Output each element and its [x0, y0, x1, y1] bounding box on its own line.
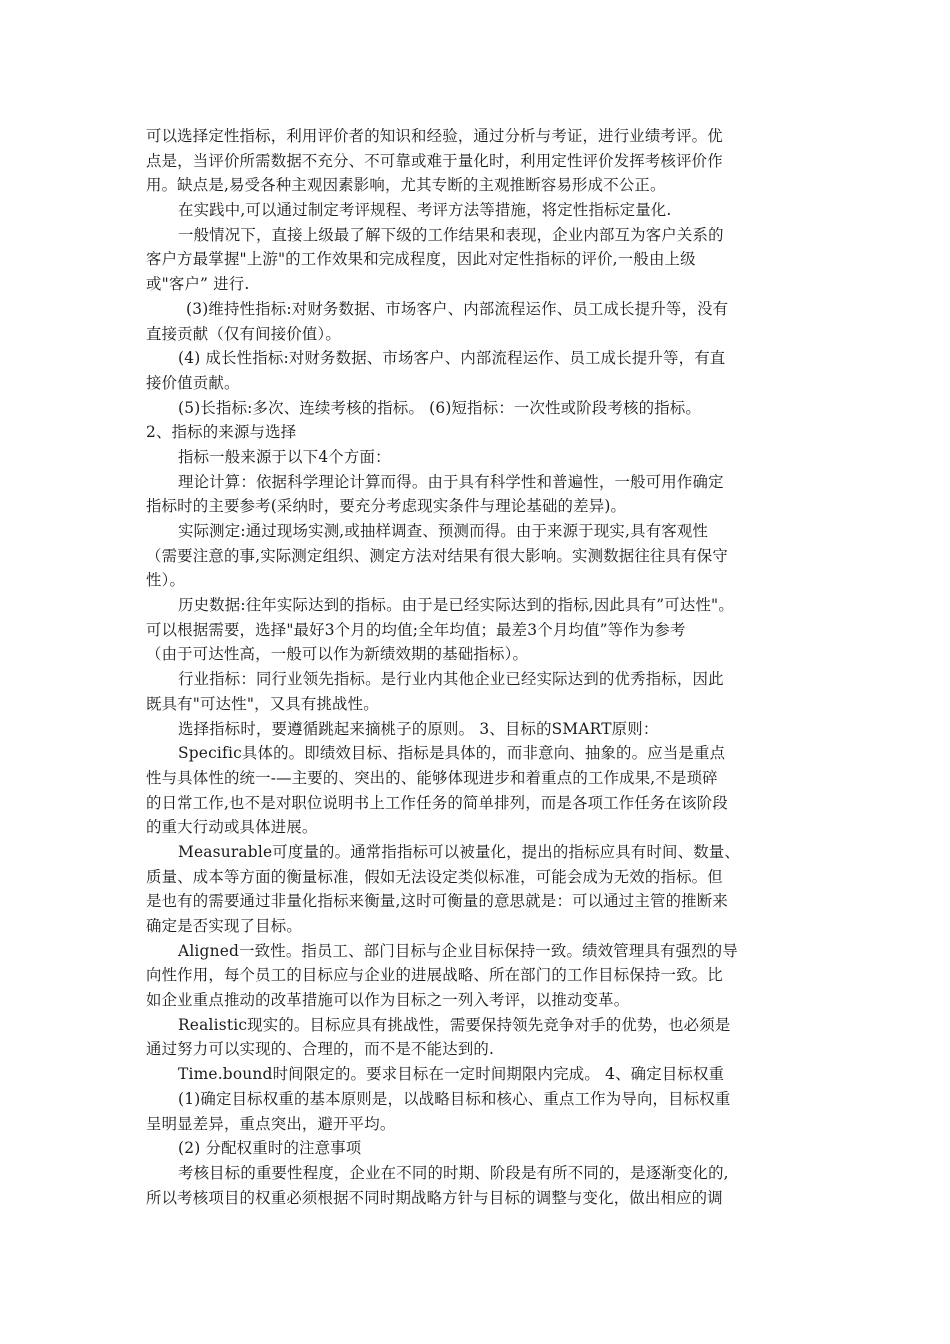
document-body	[146, 124, 810, 1210]
text-line: 质量、成本等方面的衡量标准，假如无法设定类似标准，可能会成为无效的指标。但	[146, 867, 723, 886]
text-line: 行业指标：同行业领先指标。是行业内其他企业已经实际达到的优秀指标，因此	[178, 670, 724, 689]
text-line: 性与具体性的统一-—主要的、突出的、能够体现进步和着重点的工作成果,不是琐碎	[146, 768, 718, 787]
text-line: 性）。	[146, 571, 186, 590]
text-line: 考核目标的重要性程度，企业在不同的时期、阶段是有所不同的，是逐渐变化的,	[178, 1163, 729, 1182]
text-line: Time.bound时间限定的。要求目标在一定时间期限内完成。 4、确定目标权重	[178, 1065, 725, 1084]
text-line: 接价值贡献。	[146, 373, 240, 392]
text-line: 可以根据需要，选择"最好3个月的均值;全年均值；最差3个月均值”等作为参考	[146, 620, 686, 639]
text-line: (5)长指标:多次、连续考核的指标。 (6)短指标：一次性或阶段考核的指标。	[178, 398, 701, 417]
text-line: 或"客户” 进行.	[146, 275, 250, 294]
text-line: (2) 分配权重时的注意事项	[178, 1139, 362, 1158]
text-line: 如企业重点推动的改革措施可以作为目标之一列入考评，以推动变革。	[146, 991, 630, 1010]
text-line: (3)维持性指标:对财务数据、市场客户、内部流程运作、员工成长提升等，没有	[186, 299, 729, 318]
text-line: 通过努力可以实现的、合理的，而不是不能达到的.	[146, 1040, 495, 1059]
text-line: 指标一般来源于以下4个方面：	[178, 447, 391, 466]
text-line: Aligned一致性。指员工、部门目标与企业目标保持一致。绩效管理具有强烈的导	[178, 941, 738, 960]
text-line: (4) 成长性指标:对财务数据、市场客户、内部流程运作、员工成长提升等，有直	[178, 349, 726, 368]
text-line: 所以考核项目的权重必须根据不同时期战略方针与目标的调整与变化，做出相应的调	[146, 1188, 723, 1207]
text-line: 指标时的主要参考(采纳时，要充分考虑现实条件与理论基础的差异)。	[146, 497, 627, 516]
text-line: 呈明显差异，重点突出，避开平均。	[146, 1114, 396, 1133]
text-line: Measurable可度量的。通常指指标可以被量化，提出的指标应具有时间、数量、	[178, 842, 740, 861]
text-line: （由于可达性高，一般可以作为新绩效期的基础指标）。	[146, 645, 529, 664]
text-line: Realistic现实的。目标应具有挑战性，需要保持领先竞争对手的优势，也必须是	[178, 1015, 731, 1034]
text-line: 点是，当评价所需数据不充分、不可靠或难于量化时，利用定性评价发挥考核评价作	[146, 151, 723, 170]
text-line: 实际测定:通过现场实测,或抽样调查、预测而得。由于来源于现实,具有客观性	[178, 522, 709, 540]
text-line: 客户方最掌握"上游"的工作效果和完成程度，因此对定性指标的评价,一般由上级	[146, 250, 696, 269]
text-line: 选择指标时，要遵循跳起来摘桃子的原则。 3、目标的SMART原则：	[178, 719, 659, 738]
text-line: 历史数据:往年实际达到的指标。由于是已经实际达到的指标,因此具有”可达性"。	[178, 596, 734, 615]
text-line: 的重大行动或具体进展。	[146, 818, 318, 837]
text-line: （需要注意的事,实际测定组织、测定方法对结果有很大影响。实测数据往往具有保守	[146, 546, 728, 565]
text-line: 直接贡献（仅有间接价值）。	[146, 324, 341, 343]
text-line: 用。缺点是,易受各种主观因素影响，尤其专断的主观推断容易形成不公正。	[146, 176, 666, 195]
text-line: 是也有的需要通过非量化指标来衡量,这时可衡量的意思就是：可以通过主管的推断来	[146, 892, 728, 911]
text-line: 确定是否实现了目标。	[146, 917, 302, 935]
text-line: 在实践中,可以通过制定考评规程、考评方法等措施，将定性指标定量化.	[178, 201, 672, 220]
text-line: Specific具体的。即绩效目标、指标是具体的，而非意向、抽象的。应当是重点	[178, 744, 726, 763]
text-line: (1)确定目标权重的基本原则是，以战略目标和核心、重点工作为导向，目标权重	[178, 1089, 731, 1108]
text-line: 一般情况下，直接上级最了解下级的工作结果和表现，企业内部互为客户关系的	[178, 225, 724, 244]
text-line: 理论计算：依据科学理论计算而得。由于具有科学性和普遍性，一般可用作确定	[178, 472, 724, 491]
section-heading: 2、指标的来源与选择	[146, 423, 297, 442]
text-line: 向性作用，每个员工的目标应与企业的进展战略、所在部门的工作目标保持一致。比	[146, 966, 723, 985]
text-line: 的日常工作,也不是对职位说明书上工作任务的简单排列，而是各项工作任务在该阶段	[146, 793, 728, 812]
text-line: 可以选择定性指标，利用评价者的知识和经验，通过分析与考证，进行业绩考评。优	[146, 127, 723, 145]
text-line: 既具有"可达性"，又具有挑战性。	[146, 694, 379, 713]
